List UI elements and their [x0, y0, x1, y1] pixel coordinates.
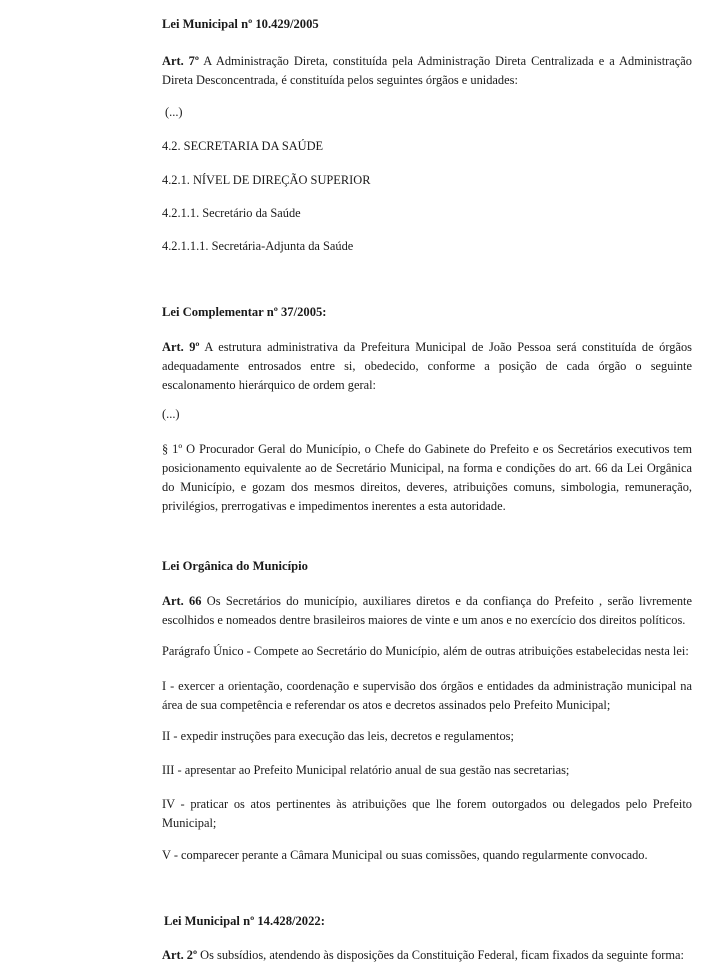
list-item: 4.2.1.1.1. Secretária-Adjunta da Saúde	[162, 239, 354, 253]
list-item: 4.2.1.1. Secretário da Saúde	[162, 206, 301, 220]
article-7	[162, 52, 692, 90]
list-item: IV - praticar os atos pertinentes às atribuições que lhe forem outorgados ou delegados pelo Prefeito Municipal;	[162, 797, 692, 830]
article-label: Art. 7º	[162, 54, 199, 68]
article-text: A Administração Direta, constituída pela Administração Direta Centralizada e a Administração Direta Desconcentrada, é constituída pelos seguintes órgãos e unidades:	[162, 54, 692, 87]
paragraph-1: § 1º O Procurador Geral do Município, o Chefe do Gabinete do Prefeito e os Secretários executivos tem posicionamento equivalente ao de Secretário Municipal, na forma e condições do art. 66 da Lei Orgânica do Município, e gozam dos mesmos direitos, deveres, atribuições comuns, simbologia, remuneração, privilégios, prerrogativas e impedimentos inerentes a esta autoridade.	[162, 442, 692, 513]
section-heading-lei-14428: Lei Municipal nº 14.428/2022:	[164, 914, 325, 928]
list-item: 4.2.1. NÍVEL DE DIREÇÃO SUPERIOR	[162, 173, 371, 187]
ellipsis: (...)	[165, 105, 183, 119]
article-label: Art. 9º	[162, 340, 200, 354]
ellipsis: (...)	[162, 407, 180, 421]
section-heading-lei-organica: Lei Orgânica do Município	[162, 559, 308, 573]
article-text: A estrutura administrativa da Prefeitura Municipal de João Pessoa será constituída de órgãos adequadamente entrosados entre si, obedecido, conforme a posição de cada órgão o seguinte escalonamento hierárquico de ordem geral:	[162, 340, 692, 392]
section-heading-lc-37: Lei Complementar nº 37/2005:	[162, 305, 327, 319]
list-item: 4.2. SECRETARIA DA SAÚDE	[162, 139, 324, 153]
article-text: Os Secretários do município, auxiliares diretos e da confiança do Prefeito , serão livremente escolhidos e nomeados dentre brasileiros maiores de vinte e um anos e no exercício dos direitos políticos.	[162, 594, 692, 627]
article-9	[162, 338, 692, 395]
article-66	[162, 592, 692, 630]
list-item: III - apresentar ao Prefeito Municipal relatório anual de sua gestão nas secretarias;	[162, 763, 570, 777]
article-2	[162, 946, 702, 965]
list-item: II - expedir instruções para execução das leis, decretos e regulamentos;	[162, 729, 514, 743]
list-item: I - exercer a orientação, coordenação e supervisão dos órgãos e entidades da administração municipal na área de sua competência e referendar os atos e decretos assinados pelo Prefeito Municipal;	[162, 679, 692, 712]
section-heading-lei-10429: Lei Municipal nº 10.429/2005	[162, 17, 319, 31]
sole-paragraph: Parágrafo Único - Compete ao Secretário do Município, além de outras atribuições estabelecidas nesta lei:	[162, 644, 689, 658]
article-label: Art. 66	[162, 594, 202, 608]
article-text: Os subsídios, atendendo às disposições da Constituição Federal, ficam fixados da seguinte forma:	[197, 948, 684, 962]
article-label: Art. 2º	[162, 948, 198, 962]
list-item: V - comparecer perante a Câmara Municipal ou suas comissões, quando regularmente convocado.	[162, 848, 648, 862]
